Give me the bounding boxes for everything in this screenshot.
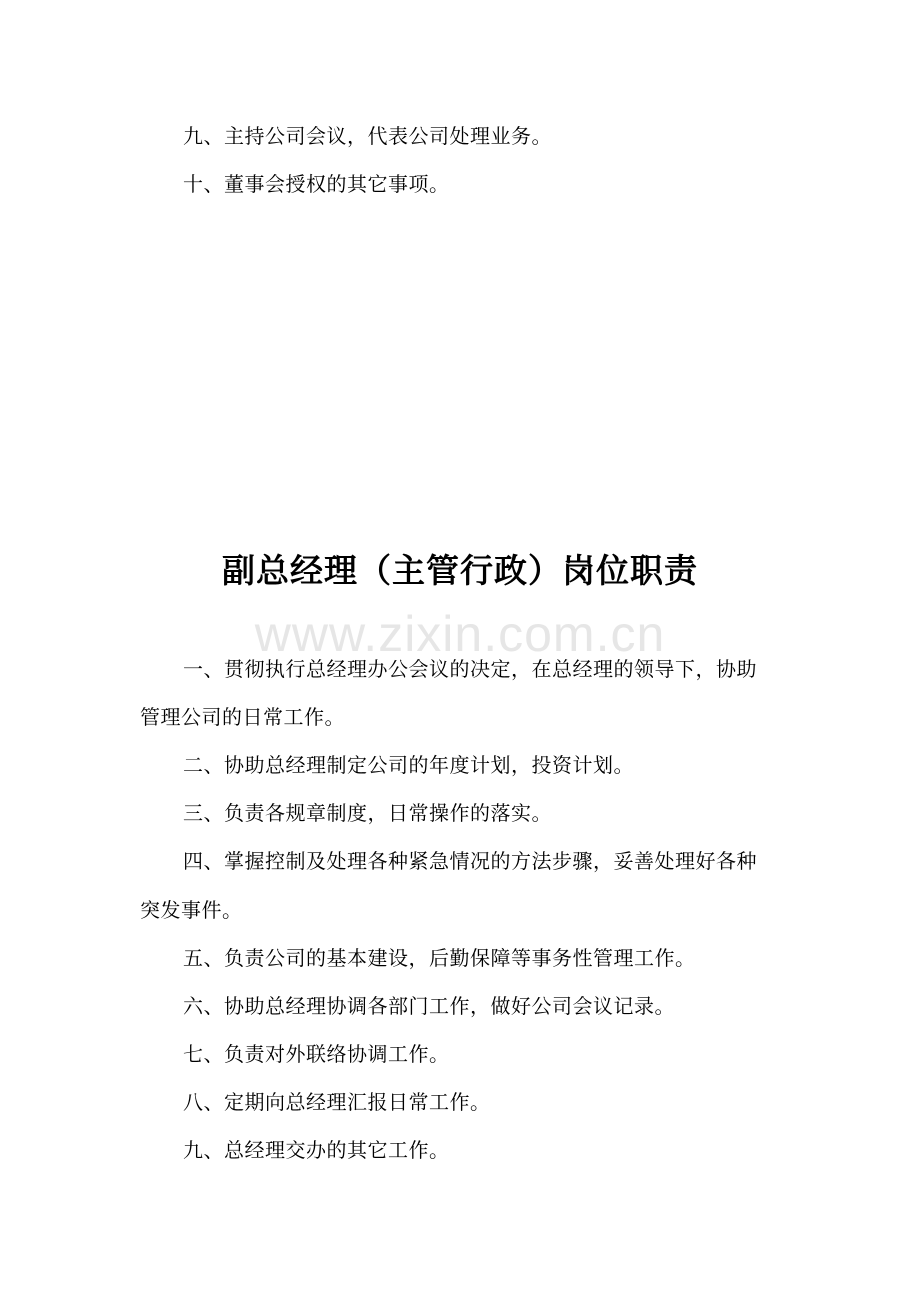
duty-item-9: 九、主持公司会议，代表公司处理业务。 xyxy=(183,124,552,148)
duty-item-4: 四、掌握控制及处理各种紧急情况的方法步骤，妥善处理好各种 xyxy=(183,849,757,873)
duty-item-9b: 九、总经理交办的其它工作。 xyxy=(183,1138,450,1162)
section-title: 副总经理（主管行政）岗位职责 xyxy=(222,551,698,590)
watermark: www.zixin.com.cn xyxy=(254,606,666,662)
duty-item-2: 二、协助总经理制定公司的年度计划，投资计划。 xyxy=(183,753,634,777)
duty-item-10: 十、董事会授权的其它事项。 xyxy=(183,172,450,196)
duty-item-1: 一、贯彻执行总经理办公会议的决定，在总经理的领导下，协助 xyxy=(183,657,757,681)
duty-item-6: 六、协助总经理协调各部门工作，做好公司会议记录。 xyxy=(183,994,675,1018)
duty-item-3: 三、负责各规章制度，日常操作的落实。 xyxy=(183,801,552,825)
duty-item-7: 七、负责对外联络协调工作。 xyxy=(183,1042,450,1066)
duty-item-8: 八、定期向总经理汇报日常工作。 xyxy=(183,1090,491,1114)
duty-item-1-continued: 管理公司的日常工作。 xyxy=(140,705,345,729)
duty-item-4-continued: 突发事件。 xyxy=(140,898,243,922)
duty-item-5: 五、负责公司的基本建设，后勤保障等事务性管理工作。 xyxy=(183,946,696,970)
